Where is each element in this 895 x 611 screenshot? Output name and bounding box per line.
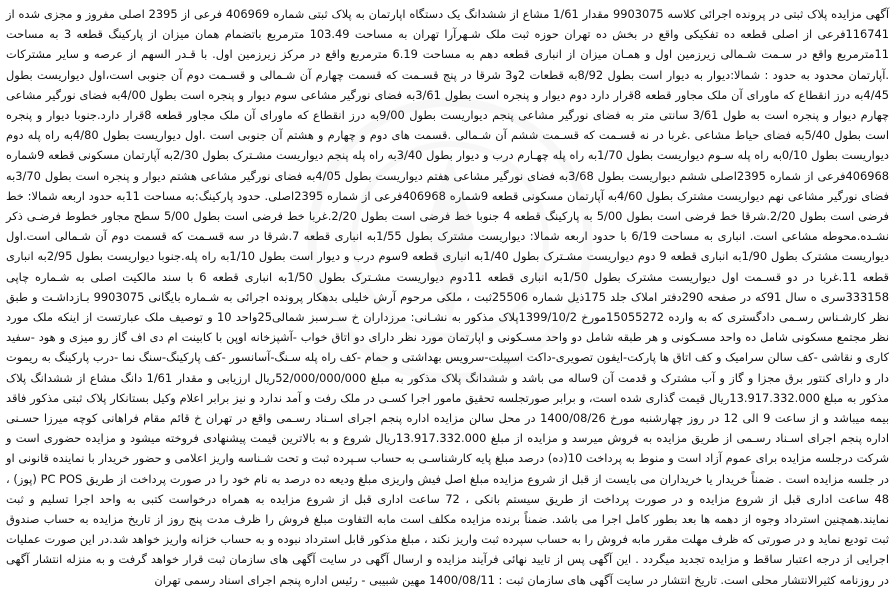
auction-notice-text: آگهی مزایده پلاک ثبتی در پرونده اجرائی کلاسه 9903075 مقدار 1/61 مشاع از ششدانگ یک دستگاه اپارتمان به پلاک ثبتی شماره 406969 فرعی از 2395 اصلی مفروز و مجزی شده از 116741فرعی از اصلی قطعه ده تفکیکی واقع در بخش ده تهران حوزه ثبت ملک شـهرآرا تهران به مساحت 103.49 مترمربع باتضمام همان میزان از پارکینگ قطعه 3 به مساحت 11مترمربع واقع در سـمت شـمالی زیرزمین اول و همـان میزان از انباری قطعه دهم به مساحت 6.19 مترمربع واقع در مرکز زیرزمین اول. با قـدر السهم از عرصه و سایر مشترکات .آپارتمان محدود به حدود : شمالا:دیوار به دیوار است بطول 8/92به قطعات 2و3 شرقا در پنج قسـمت که قسمت چهارم آن شـمالی و قسـمت دوم آن جنوبی است،اول دیواریست بطول 4/45به درز انقطاع که ماورای آن ملک مجاور قطعه 8قرار دارد دوم دیوار و پنجره است بطول 3/61به فضای نورگیر مشاعی سوم دیوار و پنجره است بطول 4/00به فضای نورگیر مشاعی چهارم دیوار و پنجره است به طول 3/61 سانتی متر به فضای نورگیر مشاعی پنجم دیواریست بطول 9/00به درز انقطاع که ماورای آن ملک مجاور قطعه 8قرار دارد.جنوبا دیوار و پنجره است بطول 5/40به فضای حیاط مشاعی .غربا در نه قسـمت که قسـمت ششم آن شـمالی .قسمت های دوم و چهارم و هشتم آن جنوبی است .اول دیواریست بطول 4/80به راه پله دوم دیواریست بطول 0/10به راه پله سـوم دیواریست بطول 1/70به راه پله چهـارم درب و دیوار بطول 3/40به راه پله پنجم دیواریست مشـترک بطول 2/30به آپارتمان مسکونی قطعه 9شماره 406968فرعی از شماره 2395اصلی ششم دیواریست بطول 3/68به فضای نورگیر مشاعی هفتم دیواریست بطول 4/05به فضای نورگیر مشاعی هشتم دیوار و پنجره است بطول 3/70به فضای نورگیر مشاعی نهم دیواریست مشترک بطول 4/60به آپارتمان مسکونی قطعه 9شماره 406968فرعی از شماره 2395اصلی. حدود پارکینگ:به مساحت 11به حدود اربعه شمالا: خط فرضی است بطول 2/20.شرقا خط فرضی است بطول 5/00 به پارکینگ قطعه 4 جنوبا خط فرضی است بطول 2/20.غربا خط فرضی است بطول 5/00 سطح مجاور خطوط فرضـی ذکر نشـده.محوطه مشاعی است. انباری به مساحت 6/19 با حدود اربعه شمالا: دیواریست مشترک بطول 1/55به انباری قطعه 7.شرقا در سه قسـمت که قسمت دوم آن شـمالی است.اول دیواریست مشترک بطول 1/90به انباری قطعه 9 دوم دیواریست مشـترک بطول 1/40به انباری قطعه 9سوم درب و دیوار است بطول 1/10به راه پله.جنوبا دیواریست بطول 2/95به انباری قطعه 11.غربا در دو قسـمت اول دیواریست مشترک بطول 1/50به انباری قطعه 11دوم دیواریست مشـترک بطول 1/50به انباری قطعه 6 با سند مالکیت اصلی به شـماره چاپی 333158سری ه سال 91که در صفحه 290دفتر املاک جلد 175ذیل شماره 25506ثبت ، ملکی مرحوم آرش خلیلی بدهکار پرونده اجرائی به شـماره بایگانی 9903075 بـازداشـت و طبق نظر کارشـناس رسـمی دادگستری که به وارده 15055272مورخ 1399/10/2پلاک مذکور به نشـانی: مرزداران خ سـرسبز شمالی25واحد 10 و توصیف ملک عبارتست از اینکه ملک مورد نظر مجتمع مسکونی شامل ده واحد مسـکونی و هر طبقه شامل دو واحد مسـکونی و اپارتمان مورد نظر دارای دو اتاق خواب -آشپزخانه اوپن با کابینت ام دی اف گاز رو میزی و هود -سفید کاری و نقاشی -کف سالن سرامیک و کف اتاق ها پارکت-ایفون تصویری-داکت اسپیلت-سرویس بهداشتی و حمام -کف راه پله سـنگ-آسانسور -کف پارکینگ-سنگ نما -درب پارکینگ به ریموت دار و دارای کنتور برق مجزا و گاز و آب مشترک و قدمت آن 9ساله می باشد و ششدانگ پلاک مذکور به مبلغ 52/000/000/000ریال ارزیابی و مقدار 1/61 دانگ مشاع از ششدانگ پلاک مذکور به مبلغ 13.917.332.000ریال قیمت گذاری شده است، و برابر صورتجلسه تحقیق مامور اجرا کسـی در ملک رفت و آمد ندارد و نیز برابر اعلام وکیل بستانکار پلاک ثبتی مذکور فاقد بیمه میباشد و از ساعت 9 الی 12 در روز چهارشنبه مورخ 1400/08/26 در محل سالن مزایده اداره پنجم اجرای اسـناد رسـمی واقع در تهران خ قائم مقام فراهانی کوچه میرزا حسـنی اداره پنجم اجرای اسـناد رسـمی از طریق مزایده به فروش میرسد و مزایده از مبلغ 13.917.332.000ریال شروع و به بالاترین قیمت پیشنهادی فروخته میشود و مزایده حضوری است و شرکت درجلسه مزایده برای عموم آزاد است و منوط به پرداخت 10(ده) درصد مبلغ پایه کارشناسـی به حساب سـپرده ثبت و تحت شـناسه واریز اعلامی و حضور خریدار با نماینده قانونی او در جلسه مزایده است . ضمناً خریدار یا خریداران می بایست از قبل از شروع مزایده مبلغ اصل فیش واریزی مبلغ ودیعه ده درصد به نام خود را در صورت پرداخت از طریق PC POS (پوز) ، 48 ساعت اداری قبل از شروع مزایده و در صورت پرداخت از طریق سیستم بانکی ، 72 ساعت اداری قبل از شروع مزایده به همراه درخواست کتبی به واحد اجرا تسلیم و ثبت نمایند.همچنین استرداد وجوه از دهمه ها بعد بطور کامل اجرا می باشد. ضمناً برنده مزایده مکلف است مابه التفاوت مبلغ فروش را ظرف مدت پنج روز از تاریخ مزایده به حساب صندوق ثبت تودیع نماید و در صورتی که ظرف مهلت مقرر مابه فروش را به حساب سپرده ثبت واریز نکند ، مبلغ مذکور قابل استرداد نبوده و به حساب خزانه واریز خواهد شد.در این صورت عملیات اجرایی از درجه اعتبار ساقط و مزایده تجدید میگردد . این آگهی پس از تایید نهائی فرآیند مزایده و ارسال آگهی در سایت آگهی های سازمان ثبت قرار خواهد گرفت و به منزله انتشار آگهی در روزنامه کثیرالانتشار محلی است. تاریخ انتشار در سایت آگهی های سازمان ثبت : 1400/08/11 مهین شبیبی - رئیس اداره پنجم اجرای اسناد رسمی تهران [6, 7, 890, 587]
